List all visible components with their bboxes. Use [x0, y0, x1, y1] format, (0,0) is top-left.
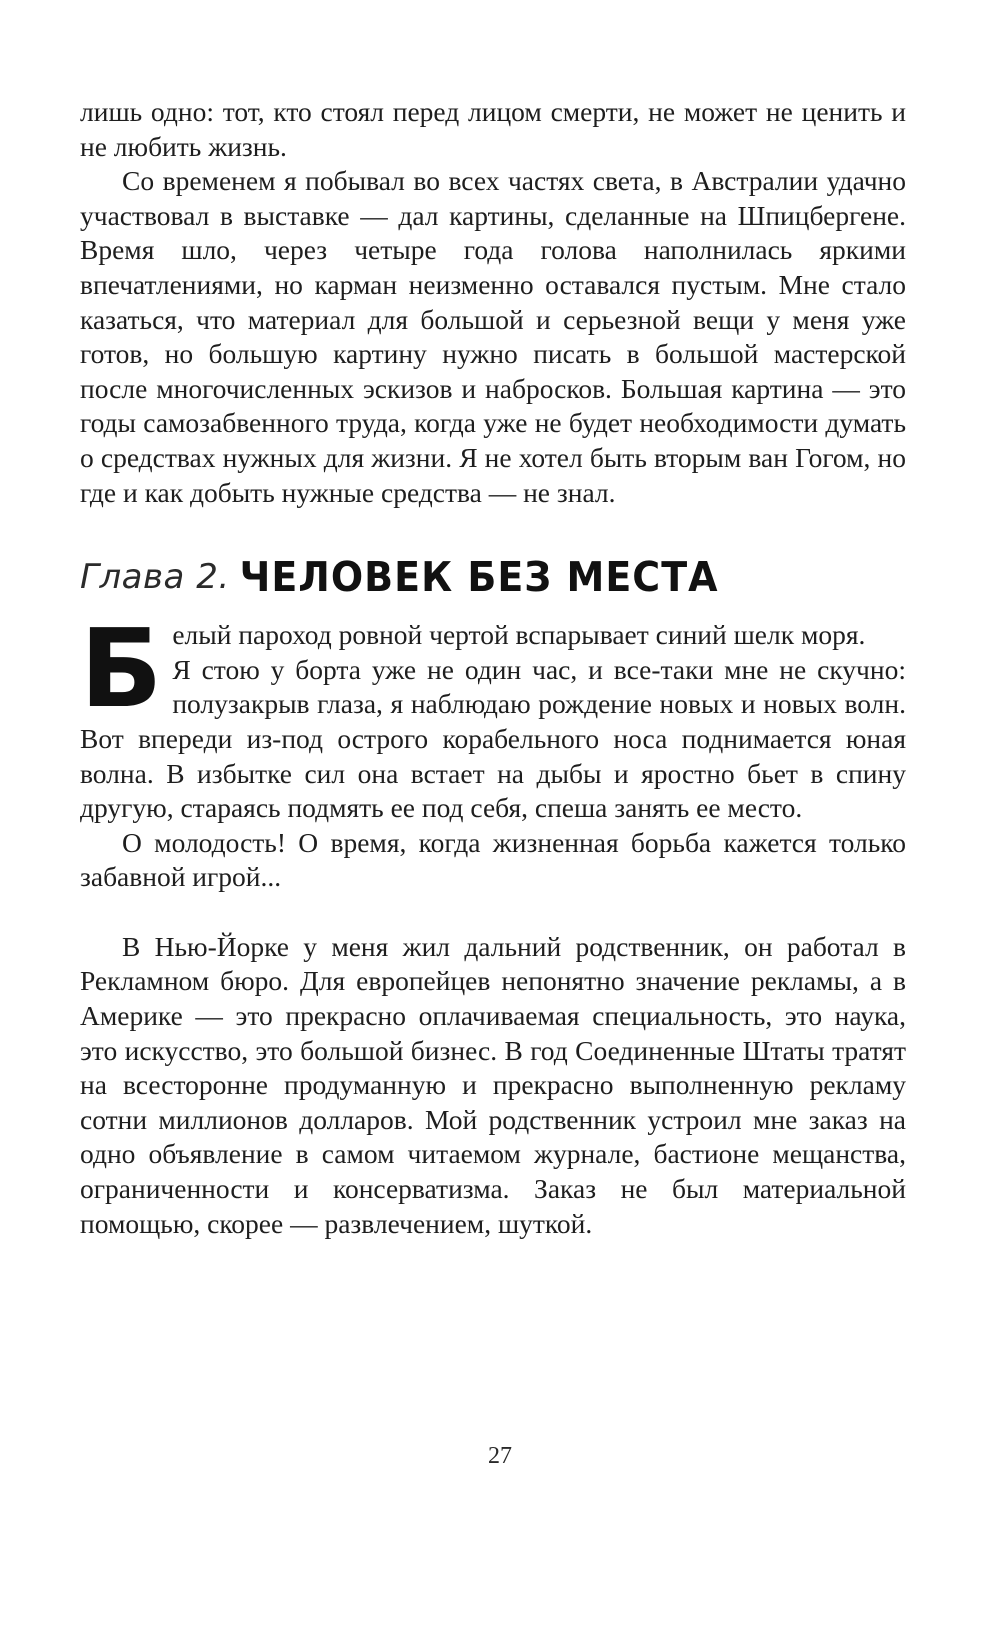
- paragraph-continuation: лишь одно: тот, кто стоял перед лицом смерти, не может не ценить и не любить жизнь.: [80, 96, 906, 162]
- section-break: [80, 895, 906, 930]
- paragraph-opening: [80, 607, 906, 733]
- page-number: 27: [488, 1443, 512, 1469]
- drop-cap: Б: [80, 607, 163, 733]
- page-body: [80, 95, 906, 1241]
- paragraph-travels: Со временем я побывал во всех частях света, в Австралии удачно участвовал в выставке — дал картины, сделанные на Шпицбергене. Время шло, через четыре года голова наполнилась яркими впечатлениями, но карман неизменно оставался пустым. Мне стало казаться, что материал для большой и серьезной вещи у меня уже готов, но большую картину нужно писать в большой мастерской после многочисленных эскизов и набросков. Большая картина — это годы самозабвенного труда, когда уже не будет необходимости думать о средствах нужных для жизни. Я не хотел быть вторым ван Гогом, но где и как добыть нужные средства — не знал.: [80, 165, 906, 508]
- chapter-heading: [80, 546, 906, 608]
- opening-text: елый пароход ровной чертой вспарывает синий шелк моря.: [172, 619, 866, 651]
- chapter-title: ЧЕЛОВЕК БЕЗ МЕСТА: [239, 553, 719, 601]
- chapter-label: Глава 2.: [80, 557, 230, 598]
- paragraph-ship: Я стою у борта уже не один час, и все-таки мне не скучно: полузакрыв глаза, я наблюдаю рождение новых и новых волн. Вот впереди из-под острого корабельного носа поднимается юная волна. В избытке сил она встает на дыбы и яростно бьет в спину другую, стараясь подмять ее под себя, спеша занять ее место.: [80, 653, 906, 824]
- paragraph-new-york: В Нью-Йорке у меня жил дальний родственник, он работал в Рекламном бюро. Для европейцев непонятно значение рекламы, а в Америке — это прекрасно оплачиваемая специальность, это наука, это искусство, это большой бизнес. В год Соединенные Штаты тратят на всесторонне продуманную и прекрасно выполненную рекламу сотни миллионов долларов. Мой родственник устроил мне заказ на одно объявление в самом читаемом журнале, бастионе мещанства, ограниченности и консерватизма. Заказ не был материальной помощью, скорее — развлечением, шуткой.: [80, 930, 906, 1239]
- paragraph-youth: О молодость! О время, когда жизненная борьба кажется только забавной игрой...: [80, 826, 906, 893]
